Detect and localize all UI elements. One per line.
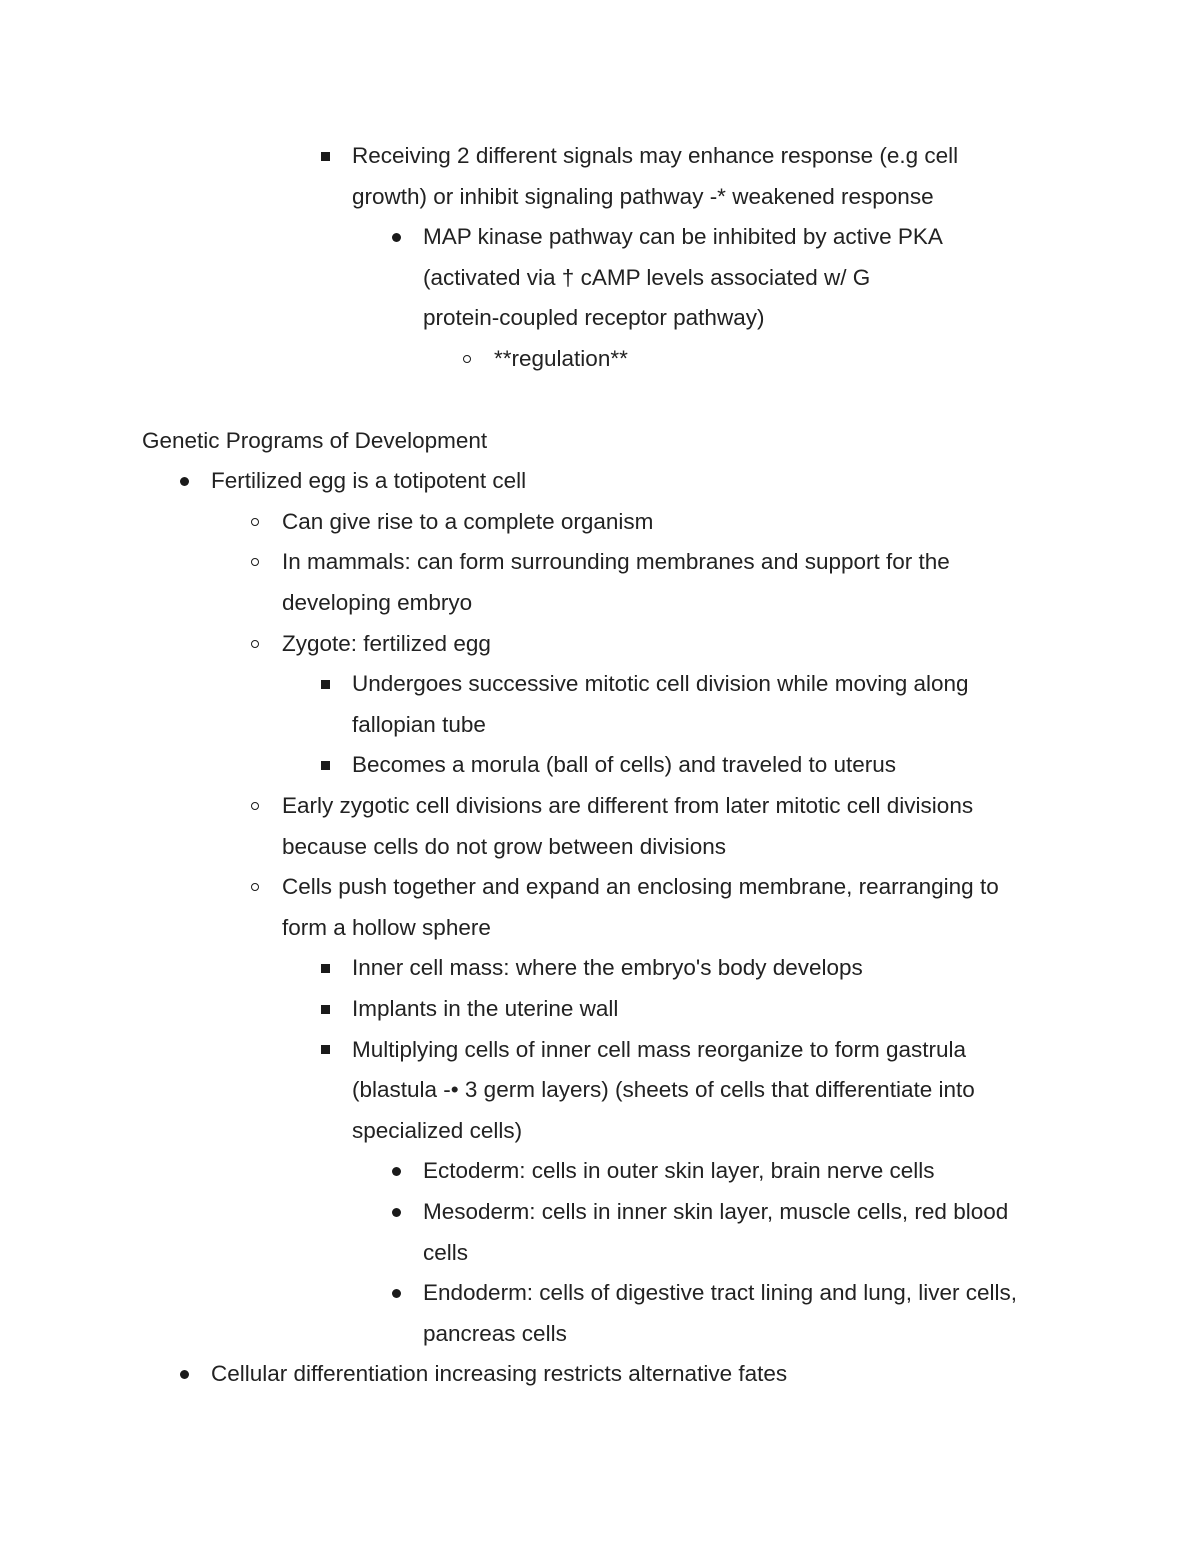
line-text: protein-coupled receptor pathway) [423, 305, 765, 331]
line-text: In mammals: can form surrounding membranes and support for the [282, 549, 950, 575]
line-text: Zygote: fertilized egg [282, 630, 491, 656]
bullet-circle-icon [248, 786, 262, 826]
line-text: Ectoderm: cells in outer skin layer, brain nerve cells [423, 1158, 935, 1184]
line-text: (activated via † cAMP levels associated w/ G [423, 264, 871, 290]
bullet-square-icon [318, 745, 332, 785]
line-text: Receiving 2 different signals may enhance response (e.g cell [352, 143, 959, 168]
line-text: Fertilized egg is a totipotent cell [211, 468, 527, 494]
bullet-circle-icon [248, 542, 262, 582]
bullet-square-icon [318, 664, 332, 704]
line-text: Becomes a morula (ball of cells) and traveled to uterus [352, 752, 897, 778]
bullet-circle-icon [248, 867, 262, 907]
line-text: Undergoes successive mitotic cell division while moving along [352, 671, 969, 697]
line-text: Cells push together and expand an enclosing membrane, rearranging to [282, 874, 999, 900]
line-text: Multiplying cells of inner cell mass reorganize to form gastrula [352, 1036, 967, 1062]
bullet-square-icon [318, 989, 332, 1029]
bullet-disc-icon [389, 1151, 403, 1191]
line-text: because cells do not grow between divisions [282, 833, 727, 859]
line-text: form a hollow sphere [282, 914, 491, 940]
bullet-square-icon [318, 136, 332, 176]
bullet-disc-icon [389, 1273, 403, 1313]
line-text: specialized cells) [352, 1117, 523, 1143]
bullet-disc-icon [389, 1192, 403, 1232]
line-text: Cellular differentiation increasing restricts alternative fates [211, 1361, 788, 1387]
line-text: fallopian tube [352, 711, 486, 737]
bullet-square-icon [318, 948, 332, 988]
line-text: Early zygotic cell divisions are different from later mitotic cell divisions [282, 793, 974, 818]
line-text: (blastula -• 3 germ layers) (sheets of cells that differentiate into [352, 1077, 975, 1103]
line-text: MAP kinase pathway can be inhibited by active PKA [423, 224, 943, 250]
bullet-circle-icon [460, 339, 474, 379]
line-text: growth) or inhibit signaling pathway -* weakened response [352, 183, 934, 209]
line-text: **regulation** [494, 346, 628, 371]
line-text: Endoderm: cells of digestive tract lining and lung, liver cells, [423, 1280, 1018, 1306]
bullet-circle-icon [248, 502, 262, 542]
bullet-disc-icon [389, 217, 403, 257]
bullet-circle-icon [248, 624, 262, 664]
line-text: Can give rise to a complete organism [282, 508, 654, 534]
line-text: cells [423, 1239, 469, 1265]
line-text: pancreas cells [423, 1320, 567, 1346]
line-text: developing embryo [282, 590, 473, 615]
line-text: Implants in the uterine wall [352, 996, 619, 1021]
line-text: Genetic Programs of Development [142, 427, 488, 453]
bullet-square-icon [318, 1030, 332, 1070]
line-text: Inner cell mass: where the embryo's body develops [352, 955, 863, 981]
bullet-disc-icon [177, 1354, 191, 1394]
line-text: Mesoderm: cells in inner skin layer, muscle cells, red blood [423, 1199, 1009, 1224]
bullet-disc-icon [177, 461, 191, 501]
